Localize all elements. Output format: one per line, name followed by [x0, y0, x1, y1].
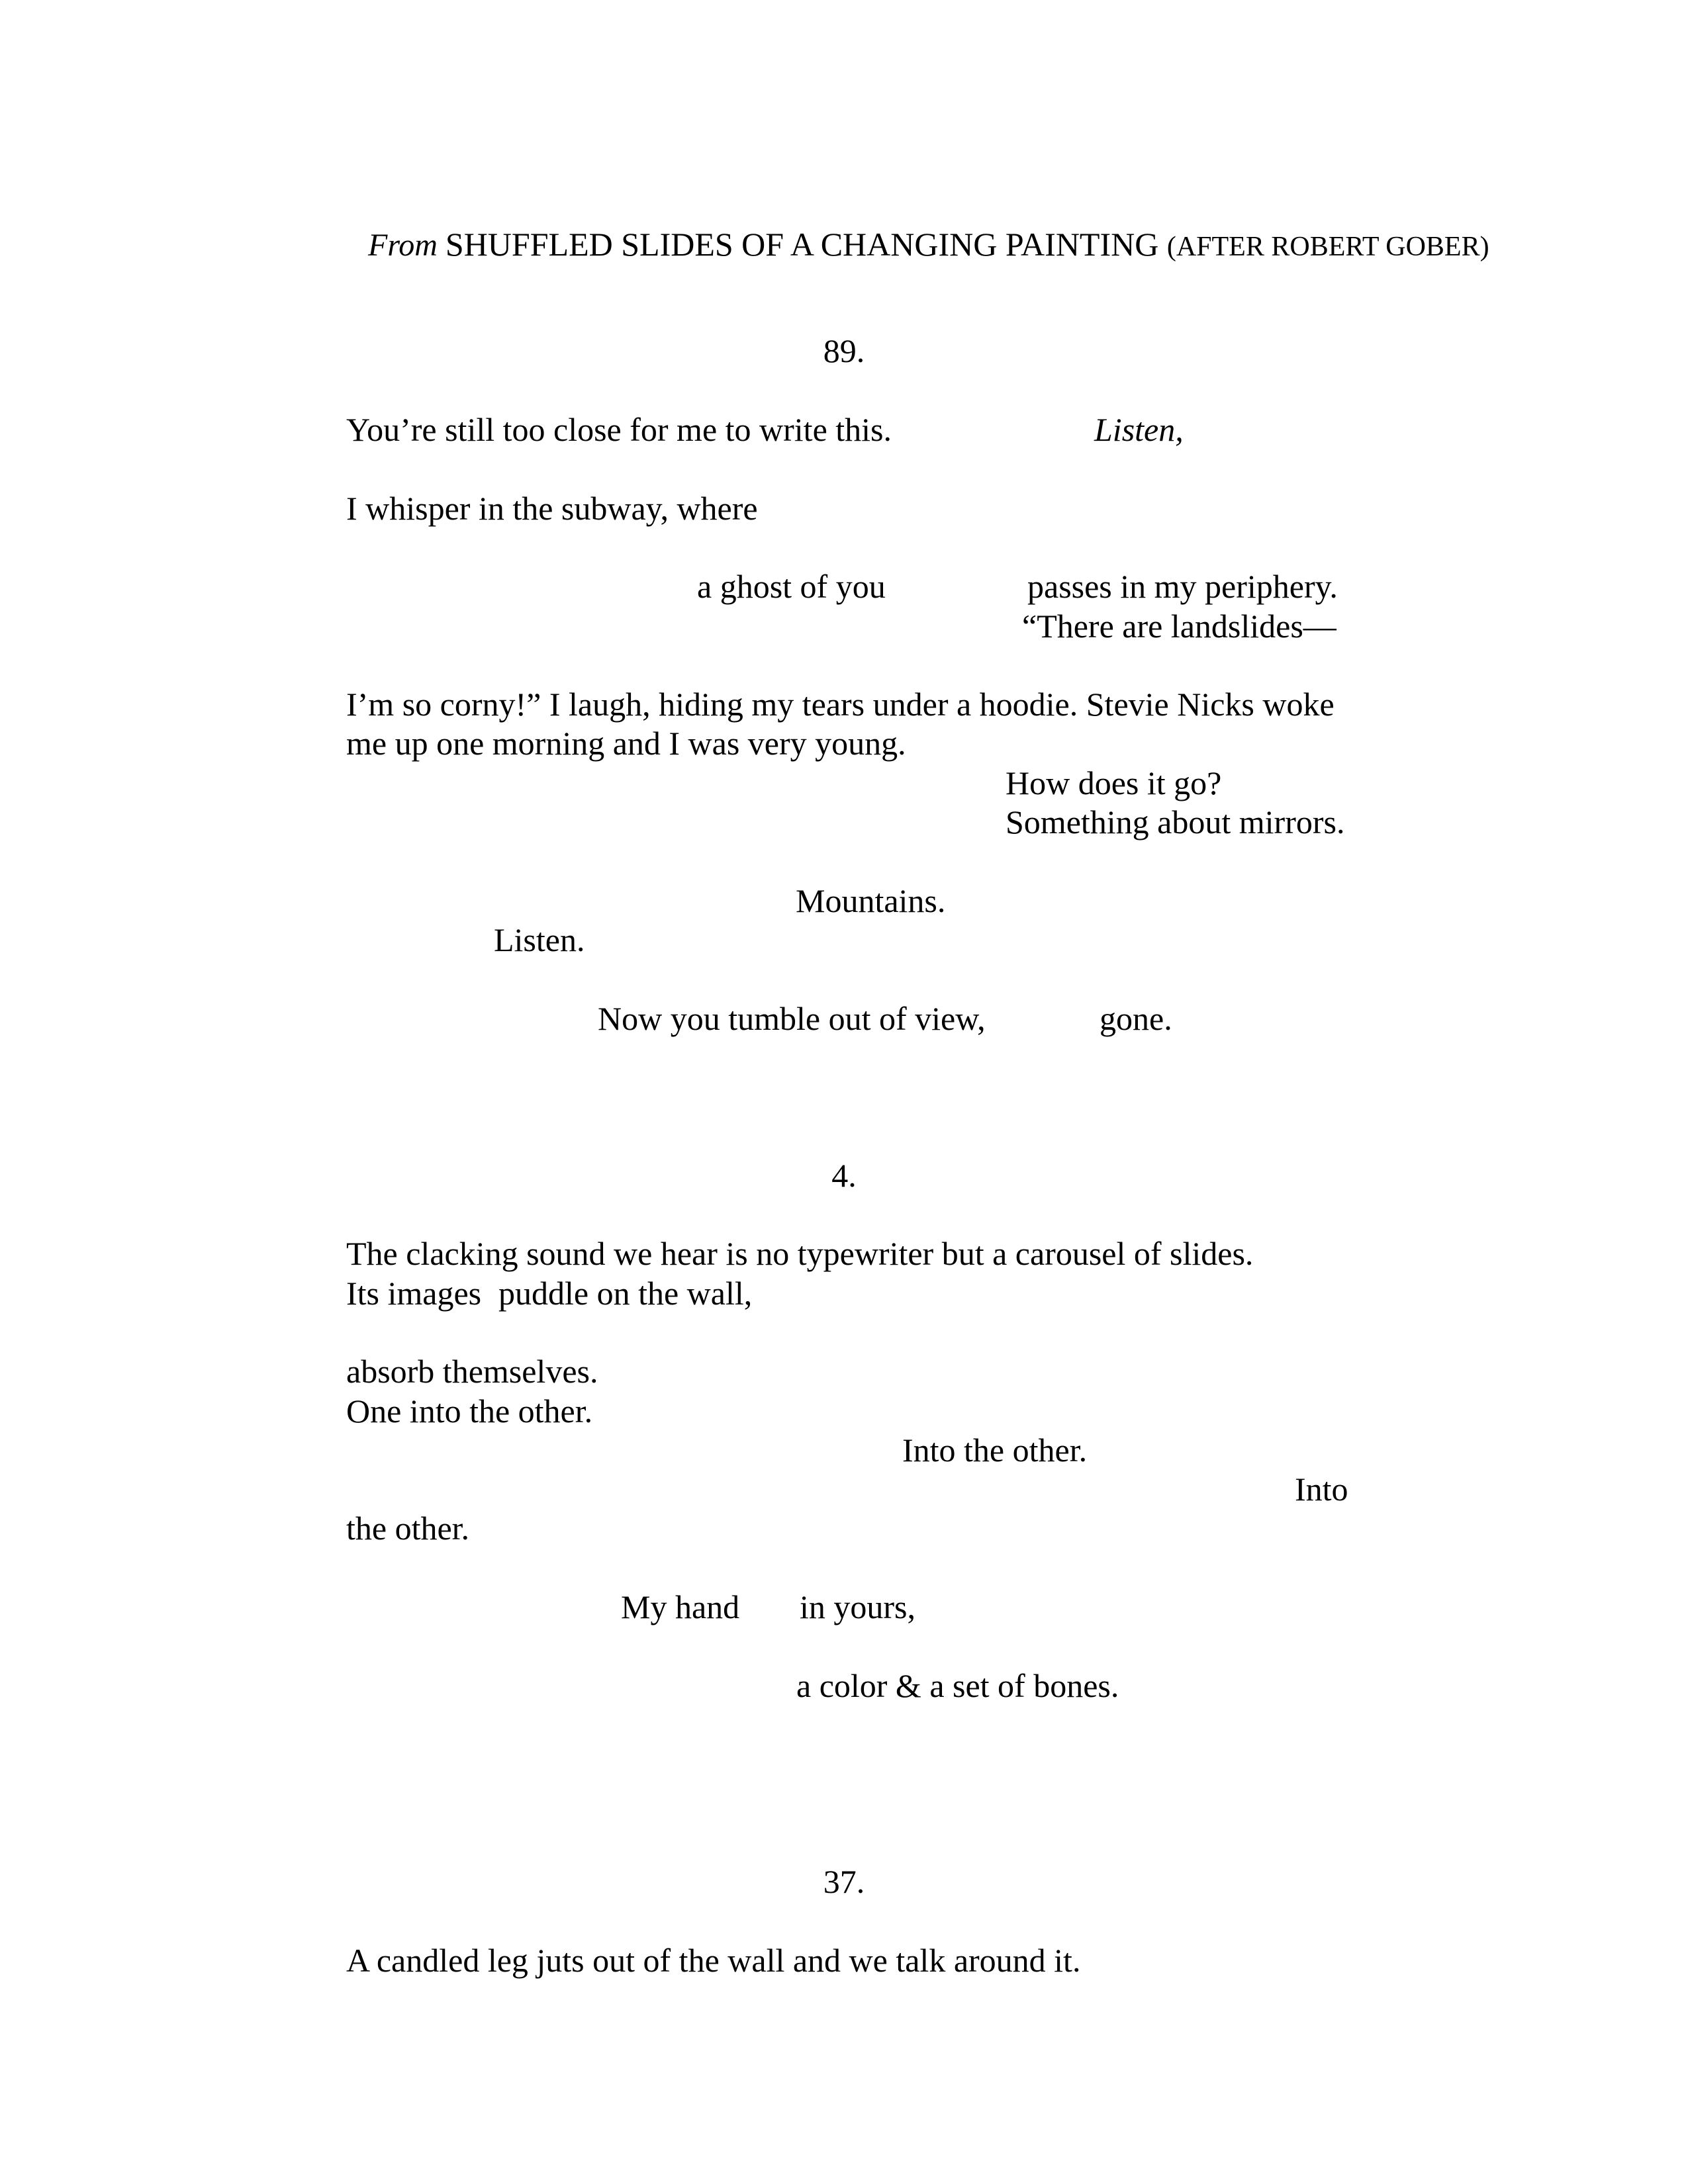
poem-line [0, 1274, 1688, 1314]
text-segment: Listen. [494, 921, 585, 958]
poem-line [0, 921, 1688, 960]
text-segment: You’re still too close for me to write this. [346, 411, 892, 448]
text-segment: the other. [346, 1510, 470, 1547]
poem-line [0, 1234, 1688, 1274]
title-segment: SHUFFLED SLIDES OF A CHANGING PAINTING [445, 226, 1167, 263]
text-segment: Now you tumble out of view, [598, 1000, 986, 1037]
text-segment: Into the other. [902, 1432, 1088, 1469]
text-segment: Mountains. [796, 882, 946, 919]
text-segment: puddle on the wall, [498, 1275, 753, 1312]
section-number: 4. [831, 1157, 857, 1194]
poem-line [0, 803, 1688, 842]
poem-line [0, 1431, 1688, 1471]
collection-title [368, 225, 1489, 267]
poem-line [0, 1352, 1688, 1392]
poem-line [0, 1588, 1688, 1627]
text-segment: I whisper in the subway, where [346, 490, 758, 527]
section-number: 37. [823, 1863, 865, 1900]
poem-line [0, 1666, 1688, 1706]
text-segment: My hand [621, 1588, 740, 1625]
title-segment: From [368, 228, 445, 263]
text-segment: gone. [1100, 1000, 1172, 1037]
text-segment: passes in my periphery. [1027, 568, 1338, 605]
text-segment: A candled leg juts out of the wall and we talk around it. [346, 1942, 1081, 1979]
poem-line [0, 882, 1688, 921]
text-segment: absorb themselves. [346, 1353, 598, 1390]
section-number: 89. [823, 332, 865, 369]
text-segment: Its images [346, 1275, 482, 1312]
poem-line [0, 567, 1688, 607]
text-segment: a color & a set of bones. [796, 1667, 1119, 1704]
text-segment: me up one morning and I was very young. [346, 725, 906, 762]
poem-line [0, 1509, 1688, 1549]
poem-line [0, 1392, 1688, 1432]
poem-line [0, 1941, 1688, 1981]
text-segment: Listen, [1094, 411, 1184, 448]
text-segment: a ghost of you [697, 568, 886, 605]
title-segment: (AFTER ROBERT GOBER) [1166, 232, 1489, 262]
poem-line [0, 724, 1688, 764]
text-segment: in yours, [800, 1588, 915, 1625]
text-segment: I’m so corny!” I laugh, hiding my tears under a hoodie. Stevie Nicks woke [346, 686, 1335, 723]
poem-line [0, 489, 1688, 529]
poem-line [0, 764, 1688, 803]
poem-line [0, 1470, 1688, 1510]
poem-line [0, 410, 1688, 450]
text-segment: How does it go? [1006, 764, 1222, 801]
text-segment: “There are landslides— [1022, 608, 1336, 645]
text-segment: One into the other. [346, 1392, 593, 1430]
text-segment: Into [1295, 1471, 1348, 1508]
poem-line [0, 607, 1688, 647]
text-segment: Something about mirrors. [1006, 803, 1345, 841]
poem-line [0, 685, 1688, 725]
text-segment: The clacking sound we hear is no typewriter but a carousel of slides. [346, 1235, 1254, 1272]
poem-line [0, 999, 1688, 1039]
